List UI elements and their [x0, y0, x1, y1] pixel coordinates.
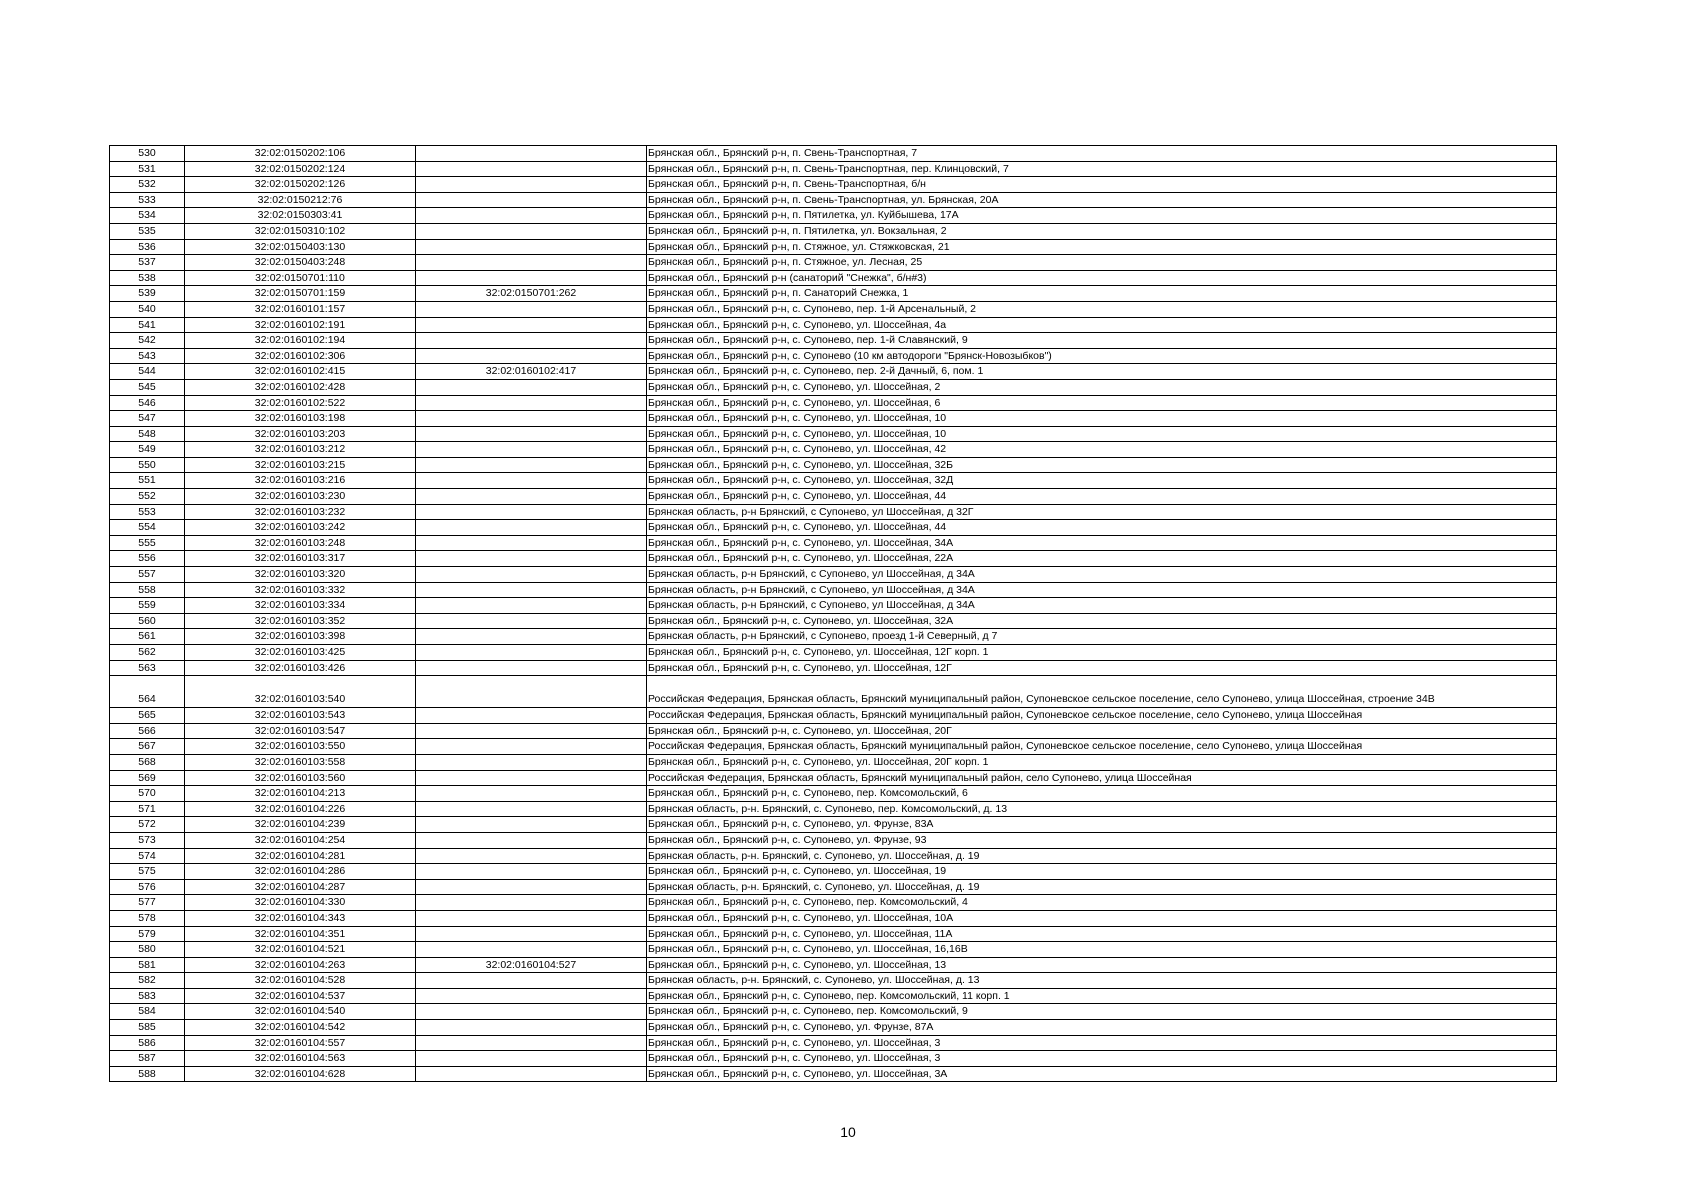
- address: Брянская обл., Брянский р-н, с. Супонево, ул. Шоссейная, 20Г: [647, 723, 1557, 739]
- address: Брянская обл., Брянский р-н, с. Супонево, ул. Шоссейная, 22А: [647, 551, 1557, 567]
- table-row: [110, 535, 1557, 551]
- related-cadastral-number: [416, 1004, 647, 1020]
- cadastral-number: 32:02:0150701:110: [185, 270, 416, 286]
- related-cadastral-number: [416, 208, 647, 224]
- row-number: 561: [110, 629, 185, 645]
- cadastral-number: 32:02:0160104:537: [185, 988, 416, 1004]
- row-number: 544: [110, 364, 185, 380]
- row-number: 539: [110, 286, 185, 302]
- related-cadastral-number: [416, 973, 647, 989]
- address: Брянская обл., Брянский р-н, с. Супонево, ул. Шоссейная, 42: [647, 442, 1557, 458]
- row-number: 569: [110, 770, 185, 786]
- table-row: [110, 676, 1557, 708]
- cadastral-number: 32:02:0160104:351: [185, 926, 416, 942]
- related-cadastral-number: [416, 1020, 647, 1036]
- cadastral-number: 32:02:0160103:398: [185, 629, 416, 645]
- row-number: 574: [110, 848, 185, 864]
- cadastral-number: 32:02:0160103:352: [185, 613, 416, 629]
- table-row: [110, 770, 1557, 786]
- row-number: 559: [110, 598, 185, 614]
- related-cadastral-number: [416, 395, 647, 411]
- table-row: [110, 301, 1557, 317]
- address: Брянская область, р-н. Брянский, с. Супонево, ул. Шоссейная, д. 19: [647, 848, 1557, 864]
- table-row: [110, 379, 1557, 395]
- related-cadastral-number: [416, 1051, 647, 1067]
- related-cadastral-number: [416, 754, 647, 770]
- address: Брянская обл., Брянский р-н, с. Супонево, ул. Шоссейная, 16,16В: [647, 942, 1557, 958]
- address: Брянская обл., Брянский р-н, п. Свень-Транспортная, пер. Клинцовский, 7: [647, 161, 1557, 177]
- table-row: [110, 567, 1557, 583]
- row-number: 565: [110, 708, 185, 724]
- table-row: [110, 286, 1557, 302]
- cadastral-number: 32:02:0160104:287: [185, 879, 416, 895]
- cadastral-number: 32:02:0160103:230: [185, 489, 416, 505]
- cadastral-number: 32:02:0150403:130: [185, 239, 416, 255]
- cadastral-number: 32:02:0160103:248: [185, 535, 416, 551]
- related-cadastral-number: [416, 301, 647, 317]
- related-cadastral-number: [416, 676, 647, 708]
- table-row: [110, 317, 1557, 333]
- address: Брянская область, р-н Брянский, с Супонево, ул Шоссейная, д 34А: [647, 598, 1557, 614]
- cadastral-number: 32:02:0160103:560: [185, 770, 416, 786]
- address: Брянская обл., Брянский р-н, с. Супонево, ул. Шоссейная, 32Д: [647, 473, 1557, 489]
- address: Брянская обл., Брянский р-н, п. Пятилетка, ул. Вокзальная, 2: [647, 223, 1557, 239]
- table-row: [110, 660, 1557, 676]
- row-number: 535: [110, 223, 185, 239]
- cadastral-number: 32:02:0160103:242: [185, 520, 416, 536]
- related-cadastral-number: [416, 723, 647, 739]
- table-row: [110, 708, 1557, 724]
- row-number: 533: [110, 192, 185, 208]
- row-number: 575: [110, 864, 185, 880]
- address: Брянская обл., Брянский р-н, с. Супонево, ул. Шоссейная, 20Г корп. 1: [647, 754, 1557, 770]
- table-row: [110, 1051, 1557, 1067]
- address: Брянская обл., Брянский р-н, с. Супонево, ул. Шоссейная, 44: [647, 489, 1557, 505]
- related-cadastral-number: [416, 910, 647, 926]
- address: Брянская область, р-н Брянский, с Супонево, проезд 1-й Северный, д 7: [647, 629, 1557, 645]
- table-row: [110, 864, 1557, 880]
- row-number: 556: [110, 551, 185, 567]
- row-number: 545: [110, 379, 185, 395]
- related-cadastral-number: [416, 613, 647, 629]
- related-cadastral-number: [416, 223, 647, 239]
- cadastral-number: 32:02:0160104:540: [185, 1004, 416, 1020]
- related-cadastral-number: [416, 832, 647, 848]
- table-row: [110, 442, 1557, 458]
- address: Брянская обл., Брянский р-н, с. Супонево, ул. Фрунзе, 87А: [647, 1020, 1557, 1036]
- row-number: 587: [110, 1051, 185, 1067]
- row-number: 541: [110, 317, 185, 333]
- address: Брянская обл., Брянский р-н, п. Пятилетка, ул. Куйбышева, 17А: [647, 208, 1557, 224]
- table-row: [110, 457, 1557, 473]
- table-row: [110, 1020, 1557, 1036]
- table-row: [110, 551, 1557, 567]
- property-table: [109, 145, 1557, 1082]
- row-number: 570: [110, 786, 185, 802]
- related-cadastral-number: [416, 317, 647, 333]
- related-cadastral-number: 32:02:0160104:527: [416, 957, 647, 973]
- address: Брянская обл., Брянский р-н, с. Супонево, пер. 1-й Славянский, 9: [647, 333, 1557, 349]
- address: Брянская обл., Брянский р-н, с. Супонево, ул. Шоссейная, 13: [647, 957, 1557, 973]
- address: Брянская обл., Брянский р-н, с. Супонево, ул. Шоссейная, 32Б: [647, 457, 1557, 473]
- address: Брянская обл., Брянский р-н, с. Супонево, ул. Шоссейная, 10: [647, 411, 1557, 427]
- cadastral-number: 32:02:0160102:428: [185, 379, 416, 395]
- cadastral-number: 32:02:0160104:239: [185, 817, 416, 833]
- related-cadastral-number: [416, 457, 647, 473]
- related-cadastral-number: [416, 942, 647, 958]
- row-number: 578: [110, 910, 185, 926]
- cadastral-number: 32:02:0160104:213: [185, 786, 416, 802]
- table-row: [110, 395, 1557, 411]
- row-number: 583: [110, 988, 185, 1004]
- address: Брянская обл., Брянский р-н, с. Супонево, ул. Шоссейная, 44: [647, 520, 1557, 536]
- row-number: 538: [110, 270, 185, 286]
- table-row: [110, 645, 1557, 661]
- related-cadastral-number: [416, 801, 647, 817]
- table-row: [110, 942, 1557, 958]
- address: Брянская обл., Брянский р-н, с. Супонево, пер. 1-й Арсенальный, 2: [647, 301, 1557, 317]
- related-cadastral-number: 32:02:0150701:262: [416, 286, 647, 302]
- address: Брянская обл., Брянский р-н, с. Супонево, ул. Шоссейная, 3: [647, 1051, 1557, 1067]
- related-cadastral-number: [416, 348, 647, 364]
- address: Брянская область, р-н Брянский, с Супонево, ул Шоссейная, д 34А: [647, 567, 1557, 583]
- related-cadastral-number: [416, 567, 647, 583]
- address: Брянская обл., Брянский р-н, с. Супонево, пер. Комсомольский, 9: [647, 1004, 1557, 1020]
- address: Российская Федерация, Брянская область, Брянский муниципальный район, Супоневское сельское поселение, село Супонево, улица Шоссейная, строение 34В: [647, 676, 1557, 708]
- table-row: [110, 957, 1557, 973]
- row-number: 557: [110, 567, 185, 583]
- cadastral-number: 32:02:0150303:41: [185, 208, 416, 224]
- row-number: 564: [110, 676, 185, 708]
- address: Брянская обл., Брянский р-н, п. Свень-Транспортная, ул. Брянская, 20А: [647, 192, 1557, 208]
- cadastral-number: 32:02:0160102:194: [185, 333, 416, 349]
- row-number: 579: [110, 926, 185, 942]
- cadastral-number: 32:02:0160103:558: [185, 754, 416, 770]
- row-number: 548: [110, 426, 185, 442]
- cadastral-number: 32:02:0150701:159: [185, 286, 416, 302]
- address: Брянская обл., Брянский р-н, с. Супонево, пер. 2-й Дачный, 6, пом. 1: [647, 364, 1557, 380]
- cadastral-number: 32:02:0150202:124: [185, 161, 416, 177]
- address: Брянская обл., Брянский р-н, с. Супонево, пер. Комсомольский, 6: [647, 786, 1557, 802]
- address: Брянская обл., Брянский р-н, с. Супонево, ул. Фрунзе, 83А: [647, 817, 1557, 833]
- address: Российская Федерация, Брянская область, Брянский муниципальный район, село Супонево, улица Шоссейная: [647, 770, 1557, 786]
- related-cadastral-number: [416, 770, 647, 786]
- row-number: 562: [110, 645, 185, 661]
- table-row: [110, 832, 1557, 848]
- related-cadastral-number: [416, 848, 647, 864]
- table-row: [110, 582, 1557, 598]
- related-cadastral-number: [416, 489, 647, 505]
- related-cadastral-number: [416, 786, 647, 802]
- table-row: [110, 988, 1557, 1004]
- address: Брянская область, р-н. Брянский, с. Супонево, ул. Шоссейная, д. 19: [647, 879, 1557, 895]
- table-row: [110, 208, 1557, 224]
- cadastral-number: 32:02:0160104:226: [185, 801, 416, 817]
- row-number: 577: [110, 895, 185, 911]
- table-row: [110, 520, 1557, 536]
- related-cadastral-number: [416, 192, 647, 208]
- cadastral-number: 32:02:0150403:248: [185, 255, 416, 271]
- cadastral-number: 32:02:0160101:157: [185, 301, 416, 317]
- row-number: 585: [110, 1020, 185, 1036]
- cadastral-number: 32:02:0160104:563: [185, 1051, 416, 1067]
- cadastral-number: 32:02:0160103:332: [185, 582, 416, 598]
- table-body: [110, 146, 1557, 1082]
- address: Брянская область, р-н Брянский, с Супонево, ул Шоссейная, д 34А: [647, 582, 1557, 598]
- table-row: [110, 1004, 1557, 1020]
- row-number: 568: [110, 754, 185, 770]
- address: Брянская обл., Брянский р-н, с. Супонево, пер. Комсомольский, 11 корп. 1: [647, 988, 1557, 1004]
- related-cadastral-number: [416, 629, 647, 645]
- table-row: [110, 489, 1557, 505]
- related-cadastral-number: [416, 504, 647, 520]
- table-row: [110, 613, 1557, 629]
- related-cadastral-number: [416, 426, 647, 442]
- cadastral-number: 32:02:0150202:126: [185, 177, 416, 193]
- row-number: 572: [110, 817, 185, 833]
- related-cadastral-number: [416, 879, 647, 895]
- table-row: [110, 364, 1557, 380]
- related-cadastral-number: [416, 255, 647, 271]
- address: Брянская обл., Брянский р-н, с. Супонево, ул. Шоссейная, 12Г корп. 1: [647, 645, 1557, 661]
- row-number: 571: [110, 801, 185, 817]
- row-number: 588: [110, 1066, 185, 1082]
- address: Брянская обл., Брянский р-н, п. Санаторий Снежка, 1: [647, 286, 1557, 302]
- related-cadastral-number: [416, 551, 647, 567]
- row-number: 534: [110, 208, 185, 224]
- cadastral-number: 32:02:0160103:232: [185, 504, 416, 520]
- cadastral-number: 32:02:0160103:320: [185, 567, 416, 583]
- page-number: 10: [840, 1124, 856, 1140]
- table-row: [110, 146, 1557, 162]
- table-row: [110, 333, 1557, 349]
- row-number: 558: [110, 582, 185, 598]
- related-cadastral-number: [416, 270, 647, 286]
- address: Брянская область, р-н. Брянский, с. Супонево, пер. Комсомольский, д. 13: [647, 801, 1557, 817]
- row-number: 582: [110, 973, 185, 989]
- cadastral-number: 32:02:0160104:286: [185, 864, 416, 880]
- table-row: [110, 426, 1557, 442]
- table-row: [110, 879, 1557, 895]
- cadastral-number: 32:02:0150310:102: [185, 223, 416, 239]
- related-cadastral-number: [416, 161, 647, 177]
- table-row: [110, 1066, 1557, 1082]
- address: Брянская обл., Брянский р-н, с. Супонево, ул. Шоссейная, 34А: [647, 535, 1557, 551]
- address: Брянская обл., Брянский р-н, п. Свень-Транспортная, 7: [647, 146, 1557, 162]
- cadastral-number: 32:02:0160103:317: [185, 551, 416, 567]
- table-row: [110, 177, 1557, 193]
- row-number: 580: [110, 942, 185, 958]
- cadastral-number: 32:02:0160103:334: [185, 598, 416, 614]
- row-number: 560: [110, 613, 185, 629]
- row-number: 549: [110, 442, 185, 458]
- row-number: 554: [110, 520, 185, 536]
- row-number: 530: [110, 146, 185, 162]
- related-cadastral-number: [416, 535, 647, 551]
- table-row: [110, 973, 1557, 989]
- row-number: 537: [110, 255, 185, 271]
- address: Брянская обл., Брянский р-н, с. Супонево, ул. Шоссейная, 19: [647, 864, 1557, 880]
- table-row: [110, 504, 1557, 520]
- row-number: 584: [110, 1004, 185, 1020]
- row-number: 546: [110, 395, 185, 411]
- table-row: [110, 801, 1557, 817]
- cadastral-number: 32:02:0160103:215: [185, 457, 416, 473]
- cadastral-number: 32:02:0160104:263: [185, 957, 416, 973]
- row-number: 550: [110, 457, 185, 473]
- address: Брянская обл., Брянский р-н, с. Супонево, ул. Шоссейная, 32А: [647, 613, 1557, 629]
- cadastral-number: 32:02:0160104:628: [185, 1066, 416, 1082]
- table-row: [110, 817, 1557, 833]
- address: Брянская обл., Брянский р-н, с. Супонево, ул. Шоссейная, 11А: [647, 926, 1557, 942]
- cadastral-number: 32:02:0160104:254: [185, 832, 416, 848]
- cadastral-number: 32:02:0160103:426: [185, 660, 416, 676]
- address: Брянская область, р-н. Брянский, с. Супонево, ул. Шоссейная, д. 13: [647, 973, 1557, 989]
- related-cadastral-number: [416, 660, 647, 676]
- address: Брянская обл., Брянский р-н, с. Супонево, пер. Комсомольский, 4: [647, 895, 1557, 911]
- row-number: 552: [110, 489, 185, 505]
- cadastral-number: 32:02:0160103:212: [185, 442, 416, 458]
- cadastral-number: 32:02:0160102:191: [185, 317, 416, 333]
- table-row: [110, 255, 1557, 271]
- row-number: 567: [110, 739, 185, 755]
- related-cadastral-number: [416, 708, 647, 724]
- related-cadastral-number: [416, 926, 647, 942]
- related-cadastral-number: [416, 1066, 647, 1082]
- row-number: 547: [110, 411, 185, 427]
- address: Российская Федерация, Брянская область, Брянский муниципальный район, Супоневское сельское поселение, село Супонево, улица Шоссейная: [647, 739, 1557, 755]
- row-number: 551: [110, 473, 185, 489]
- related-cadastral-number: [416, 146, 647, 162]
- related-cadastral-number: [416, 473, 647, 489]
- table-row: [110, 348, 1557, 364]
- related-cadastral-number: [416, 864, 647, 880]
- row-number: 531: [110, 161, 185, 177]
- table-row: [110, 739, 1557, 755]
- table-row: [110, 192, 1557, 208]
- related-cadastral-number: [416, 177, 647, 193]
- related-cadastral-number: [416, 239, 647, 255]
- related-cadastral-number: [416, 988, 647, 1004]
- address: Российская Федерация, Брянская область, Брянский муниципальный район, Супоневское сельское поселение, село Супонево, улица Шоссейная: [647, 708, 1557, 724]
- row-number: 581: [110, 957, 185, 973]
- row-number: 543: [110, 348, 185, 364]
- cadastral-number: 32:02:0160104:330: [185, 895, 416, 911]
- address: Брянская обл., Брянский р-н, с. Супонево, ул. Шоссейная, 6: [647, 395, 1557, 411]
- table-row: [110, 161, 1557, 177]
- related-cadastral-number: [416, 817, 647, 833]
- address: Брянская область, р-н Брянский, с Супонево, ул Шоссейная, д 32Г: [647, 504, 1557, 520]
- row-number: 563: [110, 660, 185, 676]
- cadastral-number: 32:02:0160102:306: [185, 348, 416, 364]
- related-cadastral-number: [416, 598, 647, 614]
- related-cadastral-number: [416, 442, 647, 458]
- table-row: [110, 598, 1557, 614]
- related-cadastral-number: [416, 379, 647, 395]
- address: Брянская обл., Брянский р-н, с. Супонево, ул. Шоссейная, 3: [647, 1035, 1557, 1051]
- related-cadastral-number: [416, 411, 647, 427]
- related-cadastral-number: [416, 895, 647, 911]
- row-number: 536: [110, 239, 185, 255]
- related-cadastral-number: 32:02:0160102:417: [416, 364, 647, 380]
- row-number: 555: [110, 535, 185, 551]
- table-row: [110, 848, 1557, 864]
- table-row: [110, 754, 1557, 770]
- table-row: [110, 473, 1557, 489]
- related-cadastral-number: [416, 333, 647, 349]
- related-cadastral-number: [416, 739, 647, 755]
- address: Брянская обл., Брянский р-н, с. Супонево, ул. Шоссейная, 2: [647, 379, 1557, 395]
- table-row: [110, 895, 1557, 911]
- table-row: [110, 411, 1557, 427]
- table-row: [110, 270, 1557, 286]
- table-row: [110, 723, 1557, 739]
- related-cadastral-number: [416, 582, 647, 598]
- address: Брянская обл., Брянский р-н, п. Стяжное, ул. Лесная, 25: [647, 255, 1557, 271]
- related-cadastral-number: [416, 1035, 647, 1051]
- cadastral-number: 32:02:0160103:216: [185, 473, 416, 489]
- table-row: [110, 239, 1557, 255]
- related-cadastral-number: [416, 645, 647, 661]
- cadastral-number: 32:02:0160104:343: [185, 910, 416, 926]
- cadastral-number: 32:02:0160104:521: [185, 942, 416, 958]
- address: Брянская обл., Брянский р-н, с. Супонево, ул. Шоссейная, 10: [647, 426, 1557, 442]
- row-number: 532: [110, 177, 185, 193]
- address: Брянская обл., Брянский р-н, п. Стяжное, ул. Стяжковская, 21: [647, 239, 1557, 255]
- row-number: 540: [110, 301, 185, 317]
- table-row: [110, 629, 1557, 645]
- table-row: [110, 926, 1557, 942]
- cadastral-number: 32:02:0160102:415: [185, 364, 416, 380]
- cadastral-number: 32:02:0150212:76: [185, 192, 416, 208]
- cadastral-number: 32:02:0160104:281: [185, 848, 416, 864]
- cadastral-number: 32:02:0160104:528: [185, 973, 416, 989]
- row-number: 542: [110, 333, 185, 349]
- row-number: 553: [110, 504, 185, 520]
- table-row: [110, 910, 1557, 926]
- address: Брянская обл., Брянский р-н (санаторий "Снежка", б/н#3): [647, 270, 1557, 286]
- address: Брянская обл., Брянский р-н, с. Супонево, ул. Шоссейная, 10А: [647, 910, 1557, 926]
- cadastral-number: 32:02:0160103:543: [185, 708, 416, 724]
- row-number: 586: [110, 1035, 185, 1051]
- cadastral-number: 32:02:0160103:198: [185, 411, 416, 427]
- cadastral-number: 32:02:0160104:557: [185, 1035, 416, 1051]
- cadastral-number: 32:02:0160104:542: [185, 1020, 416, 1036]
- address: Брянская обл., Брянский р-н, с. Супонево, ул. Шоссейная, 3А: [647, 1066, 1557, 1082]
- cadastral-number: 32:02:0160103:540: [185, 676, 416, 708]
- address: Брянская обл., Брянский р-н, п. Свень-Транспортная, б/н: [647, 177, 1557, 193]
- address: Брянская обл., Брянский р-н, с. Супонево, ул. Фрунзе, 93: [647, 832, 1557, 848]
- table-row: [110, 786, 1557, 802]
- row-number: 573: [110, 832, 185, 848]
- cadastral-number: 32:02:0160103:425: [185, 645, 416, 661]
- cadastral-number: 32:02:0160103:547: [185, 723, 416, 739]
- address: Брянская обл., Брянский р-н, с. Супонево, ул. Шоссейная, 4а: [647, 317, 1557, 333]
- cadastral-number: 32:02:0150202:106: [185, 146, 416, 162]
- cadastral-number: 32:02:0160102:522: [185, 395, 416, 411]
- table-row: [110, 1035, 1557, 1051]
- table-row: [110, 223, 1557, 239]
- row-number: 576: [110, 879, 185, 895]
- row-number: 566: [110, 723, 185, 739]
- cadastral-number: 32:02:0160103:550: [185, 739, 416, 755]
- related-cadastral-number: [416, 520, 647, 536]
- address: Брянская обл., Брянский р-н, с. Супонево (10 км автодороги "Брянск-Новозыбков"): [647, 348, 1557, 364]
- address: Брянская обл., Брянский р-н, с. Супонево, ул. Шоссейная, 12Г: [647, 660, 1557, 676]
- cadastral-number: 32:02:0160103:203: [185, 426, 416, 442]
